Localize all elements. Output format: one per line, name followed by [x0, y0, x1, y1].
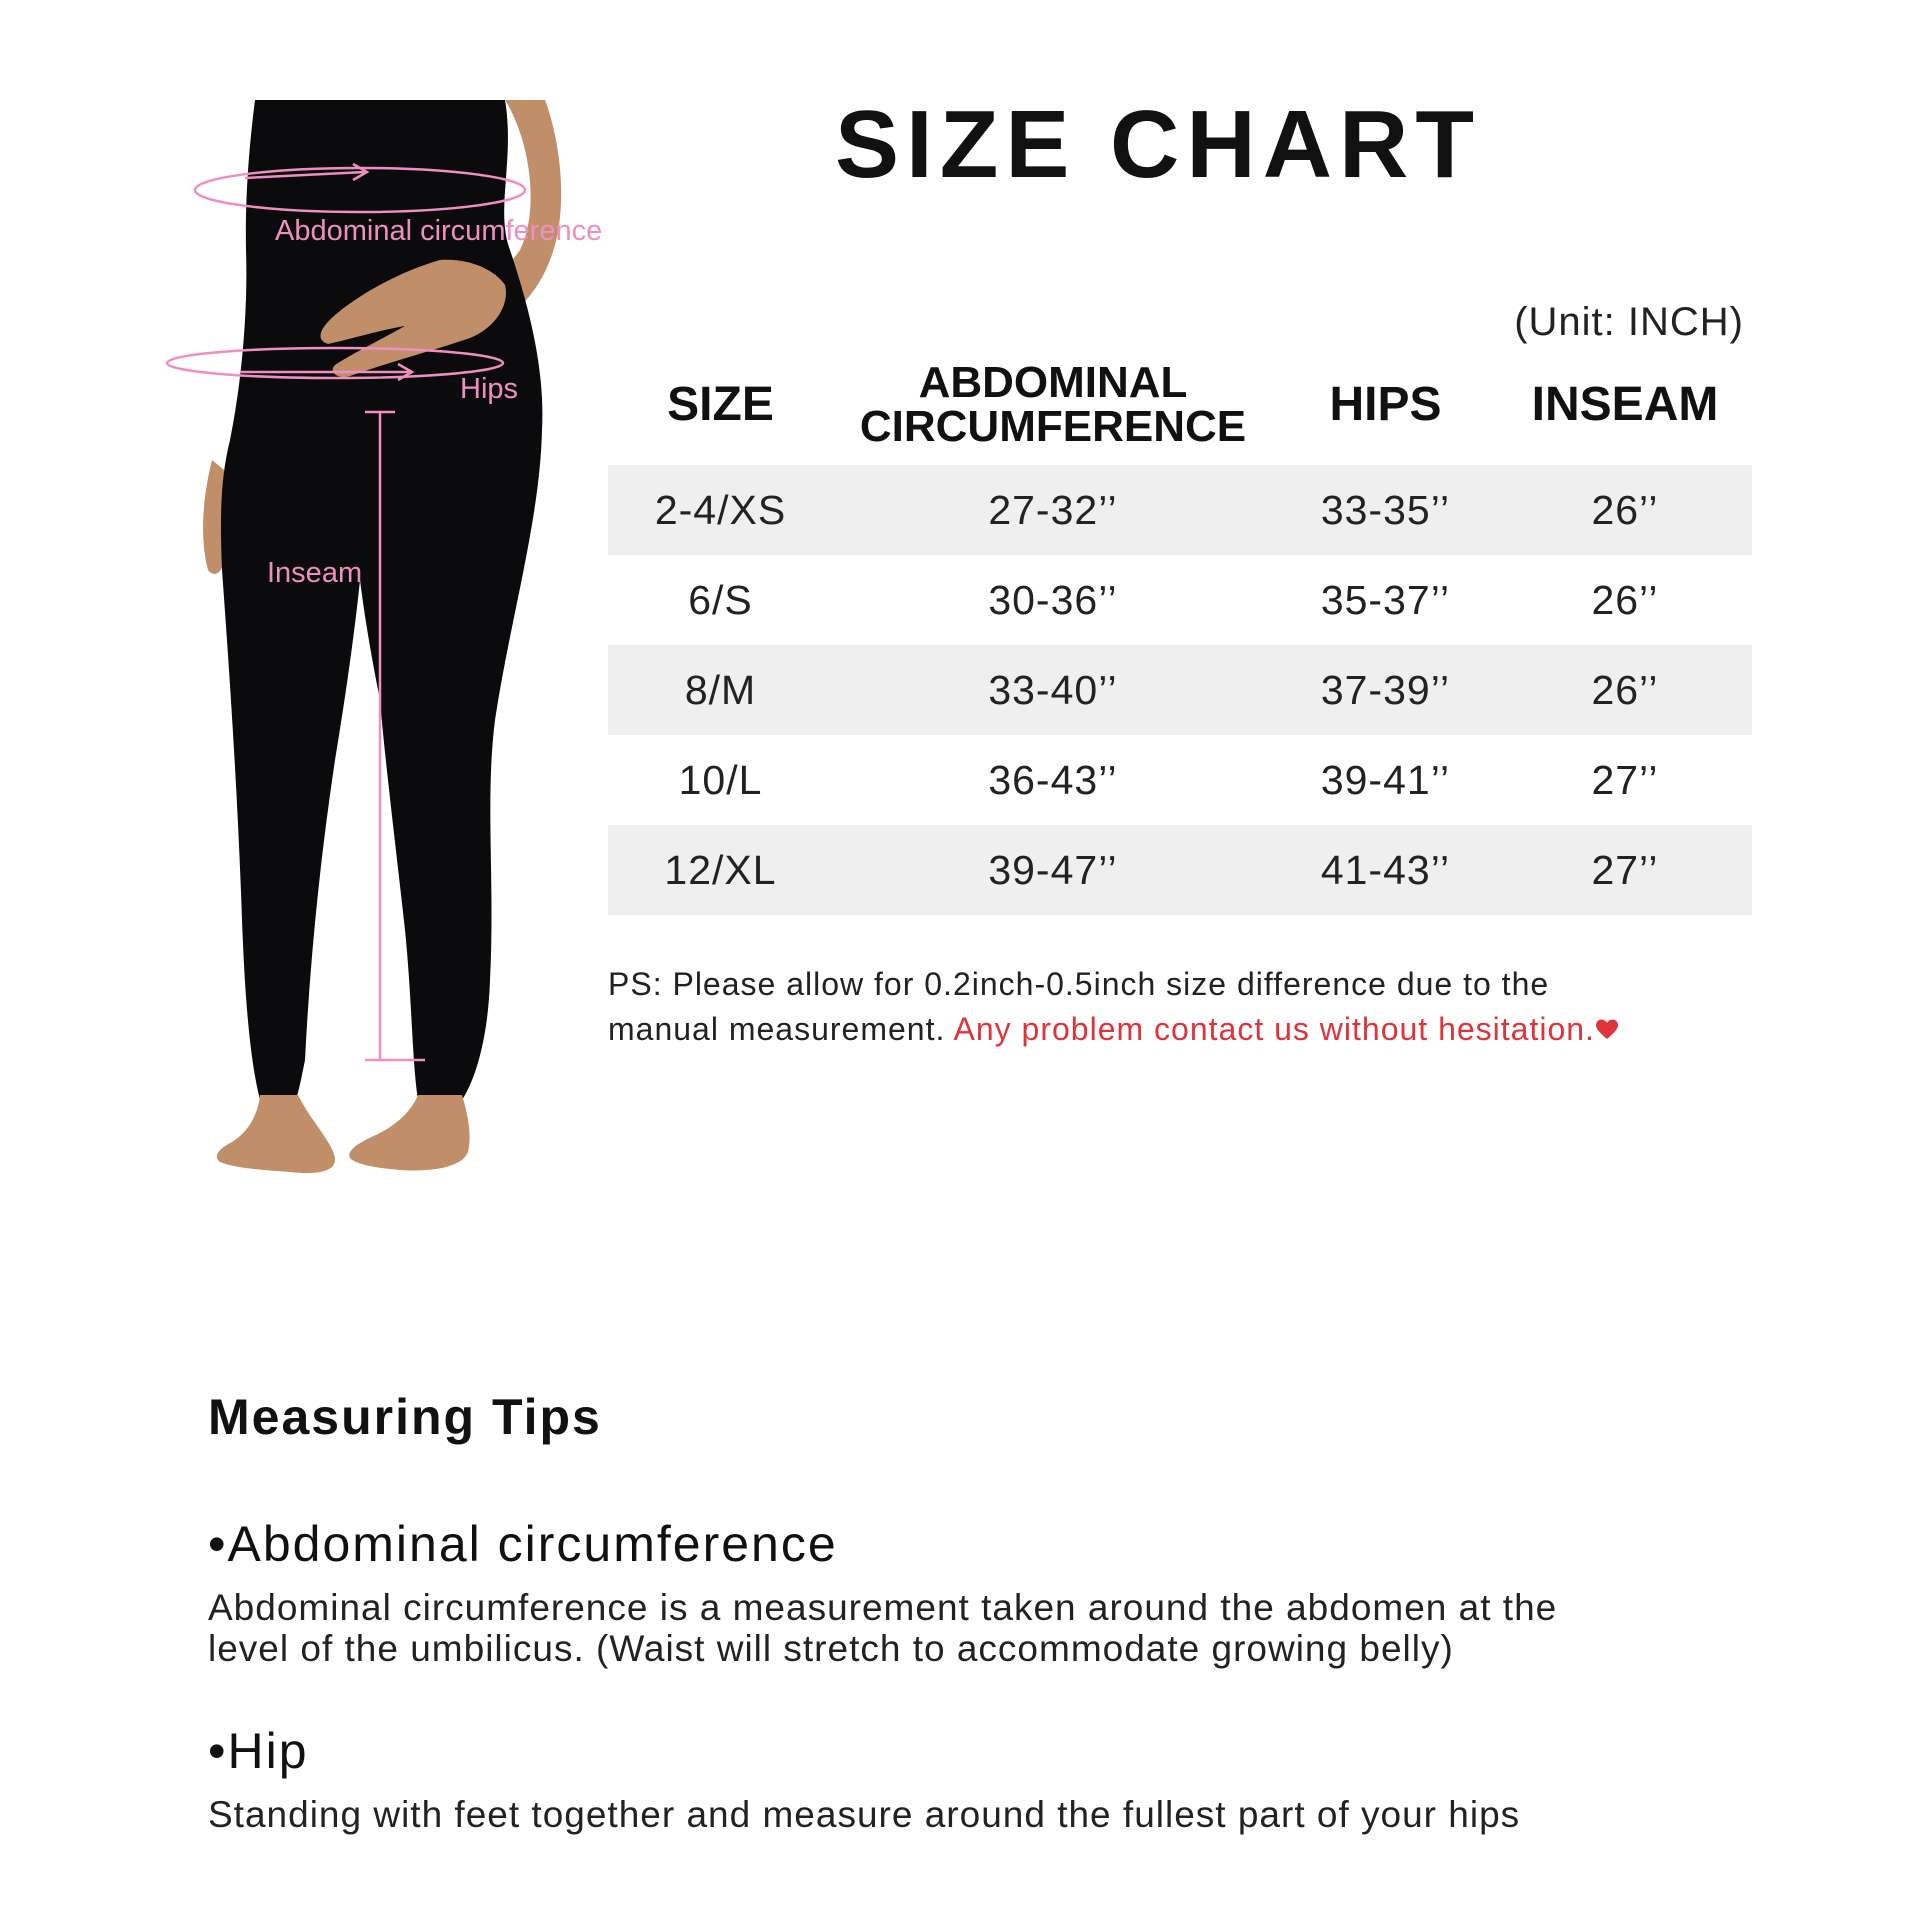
tip-heading-hip: •Hip: [208, 1723, 309, 1779]
tip-body-abdominal-line2: level of the umbilicus. (Waist will stretch to accommodate growing belly): [208, 1628, 1454, 1669]
table-row: [608, 465, 1752, 555]
table-body: [608, 465, 1752, 915]
cell-inseam: 26’’: [1591, 486, 1659, 533]
tip-body-hip-line1: Standing with feet together and measure around the fullest part of your hips: [208, 1794, 1521, 1835]
cell-hips: 37-39’’: [1320, 666, 1451, 713]
cell-hips: 39-41’’: [1320, 756, 1451, 803]
tip-body-abdominal-line1: Abdominal circumference is a measurement taken around the abdomen at the: [208, 1587, 1558, 1628]
header-abdominal: [833, 358, 1273, 451]
table-row: [608, 735, 1752, 825]
cell-size: 2-4/XS: [654, 486, 787, 533]
model-right-foot: [349, 1095, 469, 1170]
note-line2: [608, 1007, 1788, 1052]
measurement-note: [608, 962, 1788, 1052]
abdominal-figure-label: Abdominal circumference: [275, 215, 603, 247]
cell-abdominal: 27-32’’: [988, 486, 1118, 533]
cell-hips: 35-37’’: [1320, 576, 1451, 623]
table-row: [608, 645, 1752, 735]
size-table: [608, 345, 1752, 915]
cell-hips: 41-43’’: [1320, 846, 1451, 893]
leggings: [221, 100, 542, 1100]
header-abdominal-line2: CIRCUMFERENCE: [859, 402, 1247, 451]
measuring-tips-title: Measuring Tips: [208, 1389, 602, 1445]
note-line2-text: manual measurement.: [608, 1011, 954, 1047]
model-left-foot: [217, 1095, 335, 1173]
cell-abdominal: 30-36’’: [988, 576, 1118, 623]
leggings-model-illustration: [150, 100, 670, 1200]
page-title: SIZE CHART: [835, 91, 1481, 198]
cell-abdominal: 36-43’’: [988, 756, 1118, 803]
cell-size: 8/M: [684, 666, 757, 713]
cell-abdominal: 39-47’’: [988, 846, 1118, 893]
cell-inseam: 26’’: [1591, 666, 1659, 713]
model-figure: [150, 100, 670, 1200]
cell-inseam: 26’’: [1591, 576, 1659, 623]
tip-body-abdominal: [208, 1587, 1768, 1669]
tip-heading-abdominal: •Abdominal circumference: [208, 1516, 838, 1572]
header-size: SIZE: [667, 378, 774, 431]
cell-size: 12/XL: [664, 846, 777, 893]
inseam-figure-label: Inseam: [267, 557, 363, 589]
note-line1: PS: Please allow for 0.2inch-0.5inch size difference due to the: [608, 966, 1550, 1002]
table-header-row: [608, 345, 1752, 465]
cell-inseam: 27’’: [1591, 846, 1659, 893]
cell-size: 6/S: [688, 576, 753, 623]
tip-body-hip: [208, 1794, 1768, 1835]
cell-size: 10/L: [678, 756, 763, 803]
header-inseam: INSEAM: [1531, 378, 1719, 431]
header-abdominal-line1: ABDOMINAL: [918, 358, 1188, 407]
unit-label: (Unit: INCH): [1514, 300, 1744, 344]
cell-hips: 33-35’’: [1320, 486, 1451, 533]
cell-abdominal: 33-40’’: [988, 666, 1118, 713]
hips-figure-label: Hips: [460, 373, 519, 405]
table-row: [608, 555, 1752, 645]
cell-inseam: 27’’: [1591, 756, 1659, 803]
contact-note: Any problem contact us without hesitation.: [953, 1011, 1595, 1047]
header-hips: HIPS: [1329, 378, 1442, 431]
heart-icon: [1595, 1018, 1619, 1042]
table-row: [608, 825, 1752, 915]
